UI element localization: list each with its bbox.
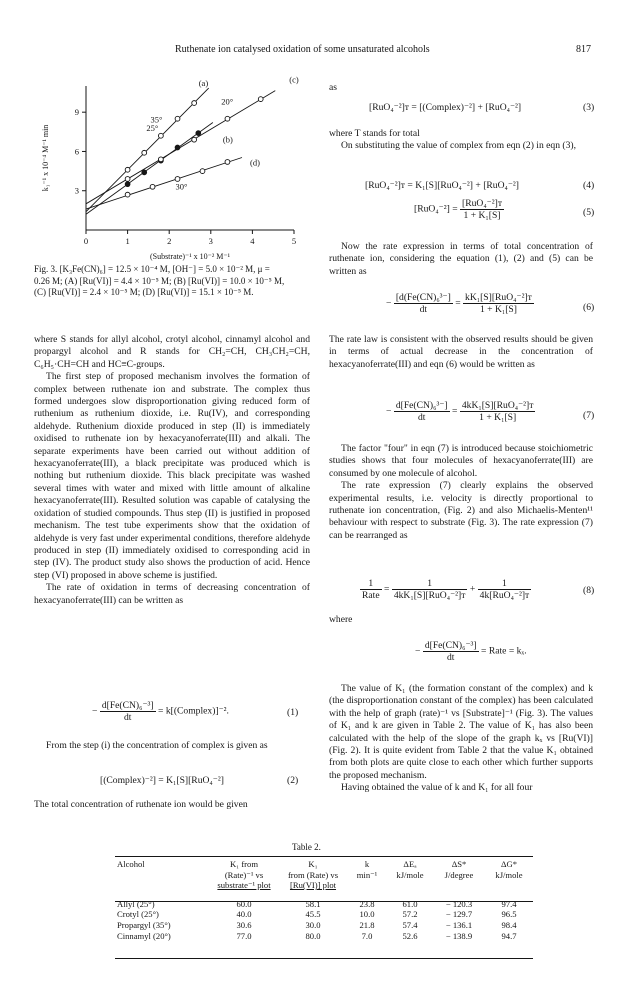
right-paragraph [329, 683, 593, 795]
equation-number: (8) [583, 585, 595, 596]
equation-number: (2) [287, 775, 299, 786]
figure-3-plot [34, 74, 306, 268]
table-cell: − 120.3 [445, 898, 473, 909]
table-header-cell: kJ/mole [495, 869, 523, 880]
regression-line [86, 158, 242, 210]
curve-label: (d) [250, 157, 260, 168]
right-paragraph [329, 334, 593, 371]
paragraph: The rate expression (7) clearly explains the observed experimental results, i.e. velocity is directly proportional to ruthenate ion concentration, (Fig. 2) and also Michaelis-Menten¹¹ behaviour with respect to substrate (Fig. 3). The rate expression (7) can be rearranged as [329, 480, 593, 541]
page-number: 817 [576, 44, 591, 55]
data-point [258, 97, 263, 102]
equation-number: (1) [287, 707, 299, 718]
table-cell: Allyl (25°) [117, 898, 155, 909]
data-point [142, 170, 147, 175]
running-title: Ruthenate ion catalysed oxidation of some unsaturated alcohols [175, 44, 430, 55]
data-point [175, 116, 180, 121]
table-2 [115, 859, 533, 941]
eq7-numerator: d[Fe(CN)₆³⁻] [395, 400, 448, 411]
left-paragraph [34, 740, 310, 752]
table-header-cell: K₁ from [229, 859, 259, 869]
eq9-numerator: d[Fe(CN)₆⁻³] [424, 640, 477, 651]
table-cell: 23.8 [359, 898, 375, 909]
equation-2: [(Complex)⁻²] = K₁[S][RuO₄⁻²] [100, 775, 224, 786]
data-point [125, 167, 130, 172]
equation-number: (5) [583, 207, 595, 218]
table-cell: 40.0 [236, 909, 252, 920]
y-axis-label: k₁⁻¹ x 10⁻⁴ M⁻¹ min [41, 124, 50, 192]
eq8-a-denominator: Rate [362, 590, 380, 601]
paragraph: The value of K₁ (the formation constant of the complex) and k (the disproportionation constant of the complex) has been calculated with the help of graph (rate)⁻¹ vs [Substrate]⁻¹ (Fig. 3). The values of K₁ and k are given in Table 2. The value of K₁ has also been calculated with the help of the slope of the graph kₓ vs [Ru(VI)] (Fig. 2). It is quite evident from Table 2 that the value K₁ obtained from both plots are quite close to each other which further supports the proposed mechanism. [329, 683, 593, 781]
paragraph: On substituting the value of complex from eqn (2) in eqn (3), [341, 140, 576, 152]
equation-8: $\frac{1}{\text{Rate}}$ = $\frac{1}{\text{4kK₁[S][RuO₄⁻²]ᴛ}}$ + $\frac{1}{\text{4k[RuO₄⁻²]ᴛ}}$ [362, 578, 530, 601]
x-tick-label: 0 [83, 236, 89, 246]
y-tick-label: 9 [74, 107, 79, 118]
x-tick-label: 5 [291, 236, 297, 246]
data-point [192, 101, 197, 106]
equation-7: − $\frac{\text{d[Fe(CN)₆³⁻]}}{dt}$ = $\frac{\text{4kK₁[S][RuO₄⁻²]ᴛ}}{\text{1 + K₁[S]}}$ [386, 400, 534, 423]
x-tick-label: 3 [208, 236, 213, 246]
table-cell: 57.4 [402, 919, 418, 930]
eq8-a-numerator: 1 [360, 578, 382, 590]
figure-caption [34, 264, 310, 299]
data-point [142, 150, 147, 155]
eq7-rhs-denominator: 1 + K₁[S] [479, 412, 517, 423]
table-cell: − 138.9 [445, 930, 473, 941]
eq8-c-numerator: 1 [478, 578, 532, 590]
temperature-label: 30° [175, 181, 188, 192]
table-header-cell: K₁ [308, 859, 318, 869]
right-where: where [329, 614, 353, 625]
paragraph: The total concentration of ruthenate ion would be given [34, 799, 248, 810]
table-header-cell: ΔEₐ [403, 859, 417, 869]
right-paragraph [329, 241, 593, 278]
table-cell: 97.4 [501, 898, 517, 909]
equation-number: (6) [583, 302, 595, 313]
data-point [200, 169, 205, 174]
paragraph: From the step (i) the concentration of complex is given as [46, 740, 268, 751]
paragraph: Now the rate expression in terms of total concentration of ruthenate ion, considering the equation (1), (2) and (5) can be written as [329, 241, 593, 277]
data-point [225, 160, 230, 165]
eq5-numerator: [RuO₄⁻²]ᴛ [462, 198, 503, 209]
eq1-rhs: = k[(Complex)]⁻². [158, 705, 229, 717]
data-point [158, 157, 163, 162]
table-header-cell: [Ru(VI)] plot [289, 880, 337, 891]
caption-line: Fig. 3. [K₃Fe(CN)₆] = 12.5 × 10⁻⁴ M, [OH⁻] = 5.0 × 10⁻² M, μ = [34, 264, 270, 274]
table-cell: − 129.7 [445, 909, 473, 920]
equation-4: [RuO₄⁻²]ᴛ = K₁[S][RuO₄⁻²] + [RuO₄⁻²] [365, 180, 520, 191]
table-cell: 45.5 [305, 909, 321, 920]
eq5-lhs: [RuO₄⁻²] = [414, 203, 458, 215]
data-point [158, 133, 163, 138]
left-paragraph [34, 799, 310, 811]
data-point [175, 145, 180, 150]
right-paragraph [329, 443, 593, 542]
equation-number: (7) [583, 410, 595, 421]
table-cell: Crotyl (25°) [117, 909, 159, 920]
paragraph: where S stands for allyl alcohol, crotyl alcohol, cinnamyl alcohol and propargyl alcohol and R stands for CH₂=CH, CH₃CH₂=CH, C₆H₅·CH=CH and HC≡C-groups. [34, 334, 310, 370]
figure-3 [34, 74, 306, 268]
paragraph: The rate of oxidation in terms of decreasing concentration of hexacyanoferrate(III) can be written as [34, 582, 310, 606]
data-point [192, 137, 197, 142]
eq9-rhs: = Rate = kₓ. [481, 645, 527, 657]
right-as: as [329, 82, 337, 93]
table-header-row [115, 880, 533, 891]
equation-9: − $\frac{\text{d[Fe(CN)₆⁻³]}}{dt}$ = Rate = kₓ. [415, 640, 527, 663]
eq8-c-denominator: 4k[RuO₄⁻²]ᴛ [479, 590, 530, 601]
x-tick-label: 4 [250, 236, 255, 246]
temperature-label: 25° [146, 123, 159, 134]
table-header-cell: (Rate)⁻¹ vs [224, 869, 264, 880]
equation-number: (3) [583, 102, 595, 113]
table-title: Table 2. [292, 842, 321, 852]
table-header-cell: kJ/mole [396, 869, 424, 880]
left-column [34, 334, 310, 607]
table-header-row [115, 859, 533, 870]
caption-line: (C) [Ru(VI)] = 2.4 × 10⁻⁵ M; (D) [Ru(VI)] = 15.1 × 10⁻⁵ M. [34, 287, 254, 297]
right-paragraph [329, 128, 593, 153]
table-row [115, 899, 533, 910]
eq8-b-numerator: 1 [392, 578, 468, 590]
x-tick-label: 2 [167, 236, 172, 246]
table-row [115, 931, 533, 942]
table-cell: 60.0 [236, 898, 252, 909]
table-cell: − 136.1 [445, 919, 473, 930]
temperature-label: 35° [150, 114, 163, 125]
eq6-rhs-denominator: 1 + K₁[S] [479, 304, 517, 315]
paragraph: The first step of proposed mechanism involves the formation of complex between ruthenate ion and substrate. The complex thus formed undergoes slow disproportionation giving reduced form of ruthenium as ruthenium dioxide, i.e. Ru(IV), and corresponding aldehyde. Ruthenium dioxide produced in step (II) is immediately oxidised to ruthenate ion by hexacyanoferrate(III) and alkali. The separate experiments have been carried out without addition of hexacyanoferrate(III), a black precipitate was produced which is nothing but ruthenium dioxide. This black precipitate was washed several times with water and mixed with little amount of alkaline hexacyanoferrate(III). Resulted solution was capable of catalysing the oxidation of studied compounds. Thus step (II) is justified in proposed mechanism. The test tube experiments show that the oxidation of aldehyde is very fast under experimental conditions, therefore aldehyde produced in step (II) immediately oxidised to corresponding acid in step (IV). The product study also shows the production of acid. Hence step (VI) proposed in above scheme is justified. [34, 371, 310, 581]
caption-line: 0.26 M; (A) [Ru(VI)] = 4.4 × 10⁻⁵ M; (B) [Ru(VI)] = 10.0 × 10⁻⁵ M, [34, 275, 285, 286]
eq7-rhs-numerator: 4kK₁[S][RuO₄⁻²]ᴛ [461, 400, 534, 411]
data-point [125, 192, 130, 197]
table-cell: 10.0 [359, 909, 375, 920]
eq9-denominator: dt [446, 652, 455, 663]
paragraph: The rate law is consistent with the observed results should be given in terms of actual decrease in the concentration of hexacyanoferrate(III) and eqn (6) would be written as [329, 334, 593, 370]
data-point [125, 182, 130, 187]
table-cell: 30.6 [236, 919, 252, 930]
table-cell: Cinnamyl (20°) [117, 930, 171, 941]
eq5-denominator: 1 + K₁[S] [463, 210, 501, 221]
eq1-denominator: dt [123, 712, 132, 723]
data-point [125, 177, 130, 182]
paragraph: where T stands for total [329, 128, 420, 139]
table-row [115, 920, 533, 931]
table-header-cell: min⁻¹ [356, 869, 378, 880]
table-cell: 96.5 [501, 909, 517, 920]
table-header-cell: ΔG* [500, 859, 518, 869]
table-header-cell [485, 880, 533, 891]
table-top-rule [115, 856, 533, 857]
temperature-label: 20° [221, 96, 234, 107]
y-tick-label: 6 [74, 146, 79, 157]
table-header-cell [347, 880, 387, 891]
table-cell: 98.4 [501, 919, 517, 930]
equation-6: − $\frac{\text{[d(Fe(CN)₆³⁻]}}{dt}$ = $\frac{\text{kK₁[S][RuO₄⁻²]ᴛ}}{\text{1 + K₁[S]}}$ [386, 292, 532, 315]
table-cell: 80.0 [305, 930, 321, 941]
table-cell: 21.8 [359, 919, 375, 930]
table-cell: 77.0 [236, 930, 252, 941]
y-tick-label: 3 [74, 185, 79, 196]
table-header-cell: substrate⁻¹ plot [217, 880, 271, 891]
table-header-cell: Alcohol [117, 859, 145, 869]
eq6-numerator: [d(Fe(CN)₆³⁻] [395, 292, 451, 303]
equation-3: [RuO₄⁻²]ᴛ = [(Complex)⁻²] + [RuO₄⁻²] [369, 102, 522, 113]
table-header-cell [115, 880, 209, 891]
equation-5 [414, 198, 504, 221]
data-point [150, 184, 155, 189]
table-cell: 61.0 [402, 898, 418, 909]
curve-label: (c) [289, 74, 299, 85]
table-header-row [115, 870, 533, 881]
table-cell: 57.2 [402, 909, 418, 920]
data-point [196, 131, 201, 136]
table-header-cell [387, 880, 433, 891]
paragraph: Having obtained the value of k and K₁ for all four [341, 782, 533, 794]
table-cell: 52.6 [402, 930, 418, 941]
table-header-cell: ΔS* [451, 859, 467, 869]
curve-label: (b) [222, 134, 233, 145]
curve-label: (a) [198, 78, 209, 89]
table-cell: 30.0 [305, 919, 321, 930]
x-tick-label: 1 [125, 236, 130, 246]
eq7-denominator: dt [417, 412, 426, 423]
table-header-cell: J/degree [444, 869, 474, 880]
table-header-cell: from (Rate) vs [287, 869, 339, 880]
eq1-numerator: d[Fe(CN)₆⁻³] [101, 700, 154, 711]
equation-number: (4) [583, 180, 595, 191]
regression-line [86, 122, 213, 214]
equation-1: − $\frac{\text{d[Fe(CN)₆⁻³]}}{dt}$ = k[(Complex)]⁻². [92, 700, 229, 723]
table-header-cell [115, 870, 209, 881]
table-cell: 94.7 [501, 930, 517, 941]
eq6-denominator: dt [419, 304, 428, 315]
paragraph: The factor "four" in eqn (7) is introduced because stoichiometric studies shows that four molecules of hexacyanoferrate(III) are consumed by one molecule of alcohol. [329, 443, 593, 479]
eq6-rhs-numerator: kK₁[S][RuO₄⁻²]ᴛ [465, 292, 532, 303]
table-row [115, 909, 533, 920]
table-cell: 58.1 [305, 898, 321, 909]
data-point [225, 116, 230, 121]
eq8-b-denominator: 4kK₁[S][RuO₄⁻²]ᴛ [393, 590, 466, 601]
table-header-cell: k [364, 859, 370, 869]
x-axis-label: (Substrate)⁻¹ x 10⁻² M⁻¹ [149, 252, 231, 261]
table-cell: 7.0 [361, 930, 373, 941]
table-cell: Propargyl (35°) [117, 919, 171, 930]
table-bottom-rule [115, 958, 533, 959]
table-header-cell [433, 880, 485, 891]
